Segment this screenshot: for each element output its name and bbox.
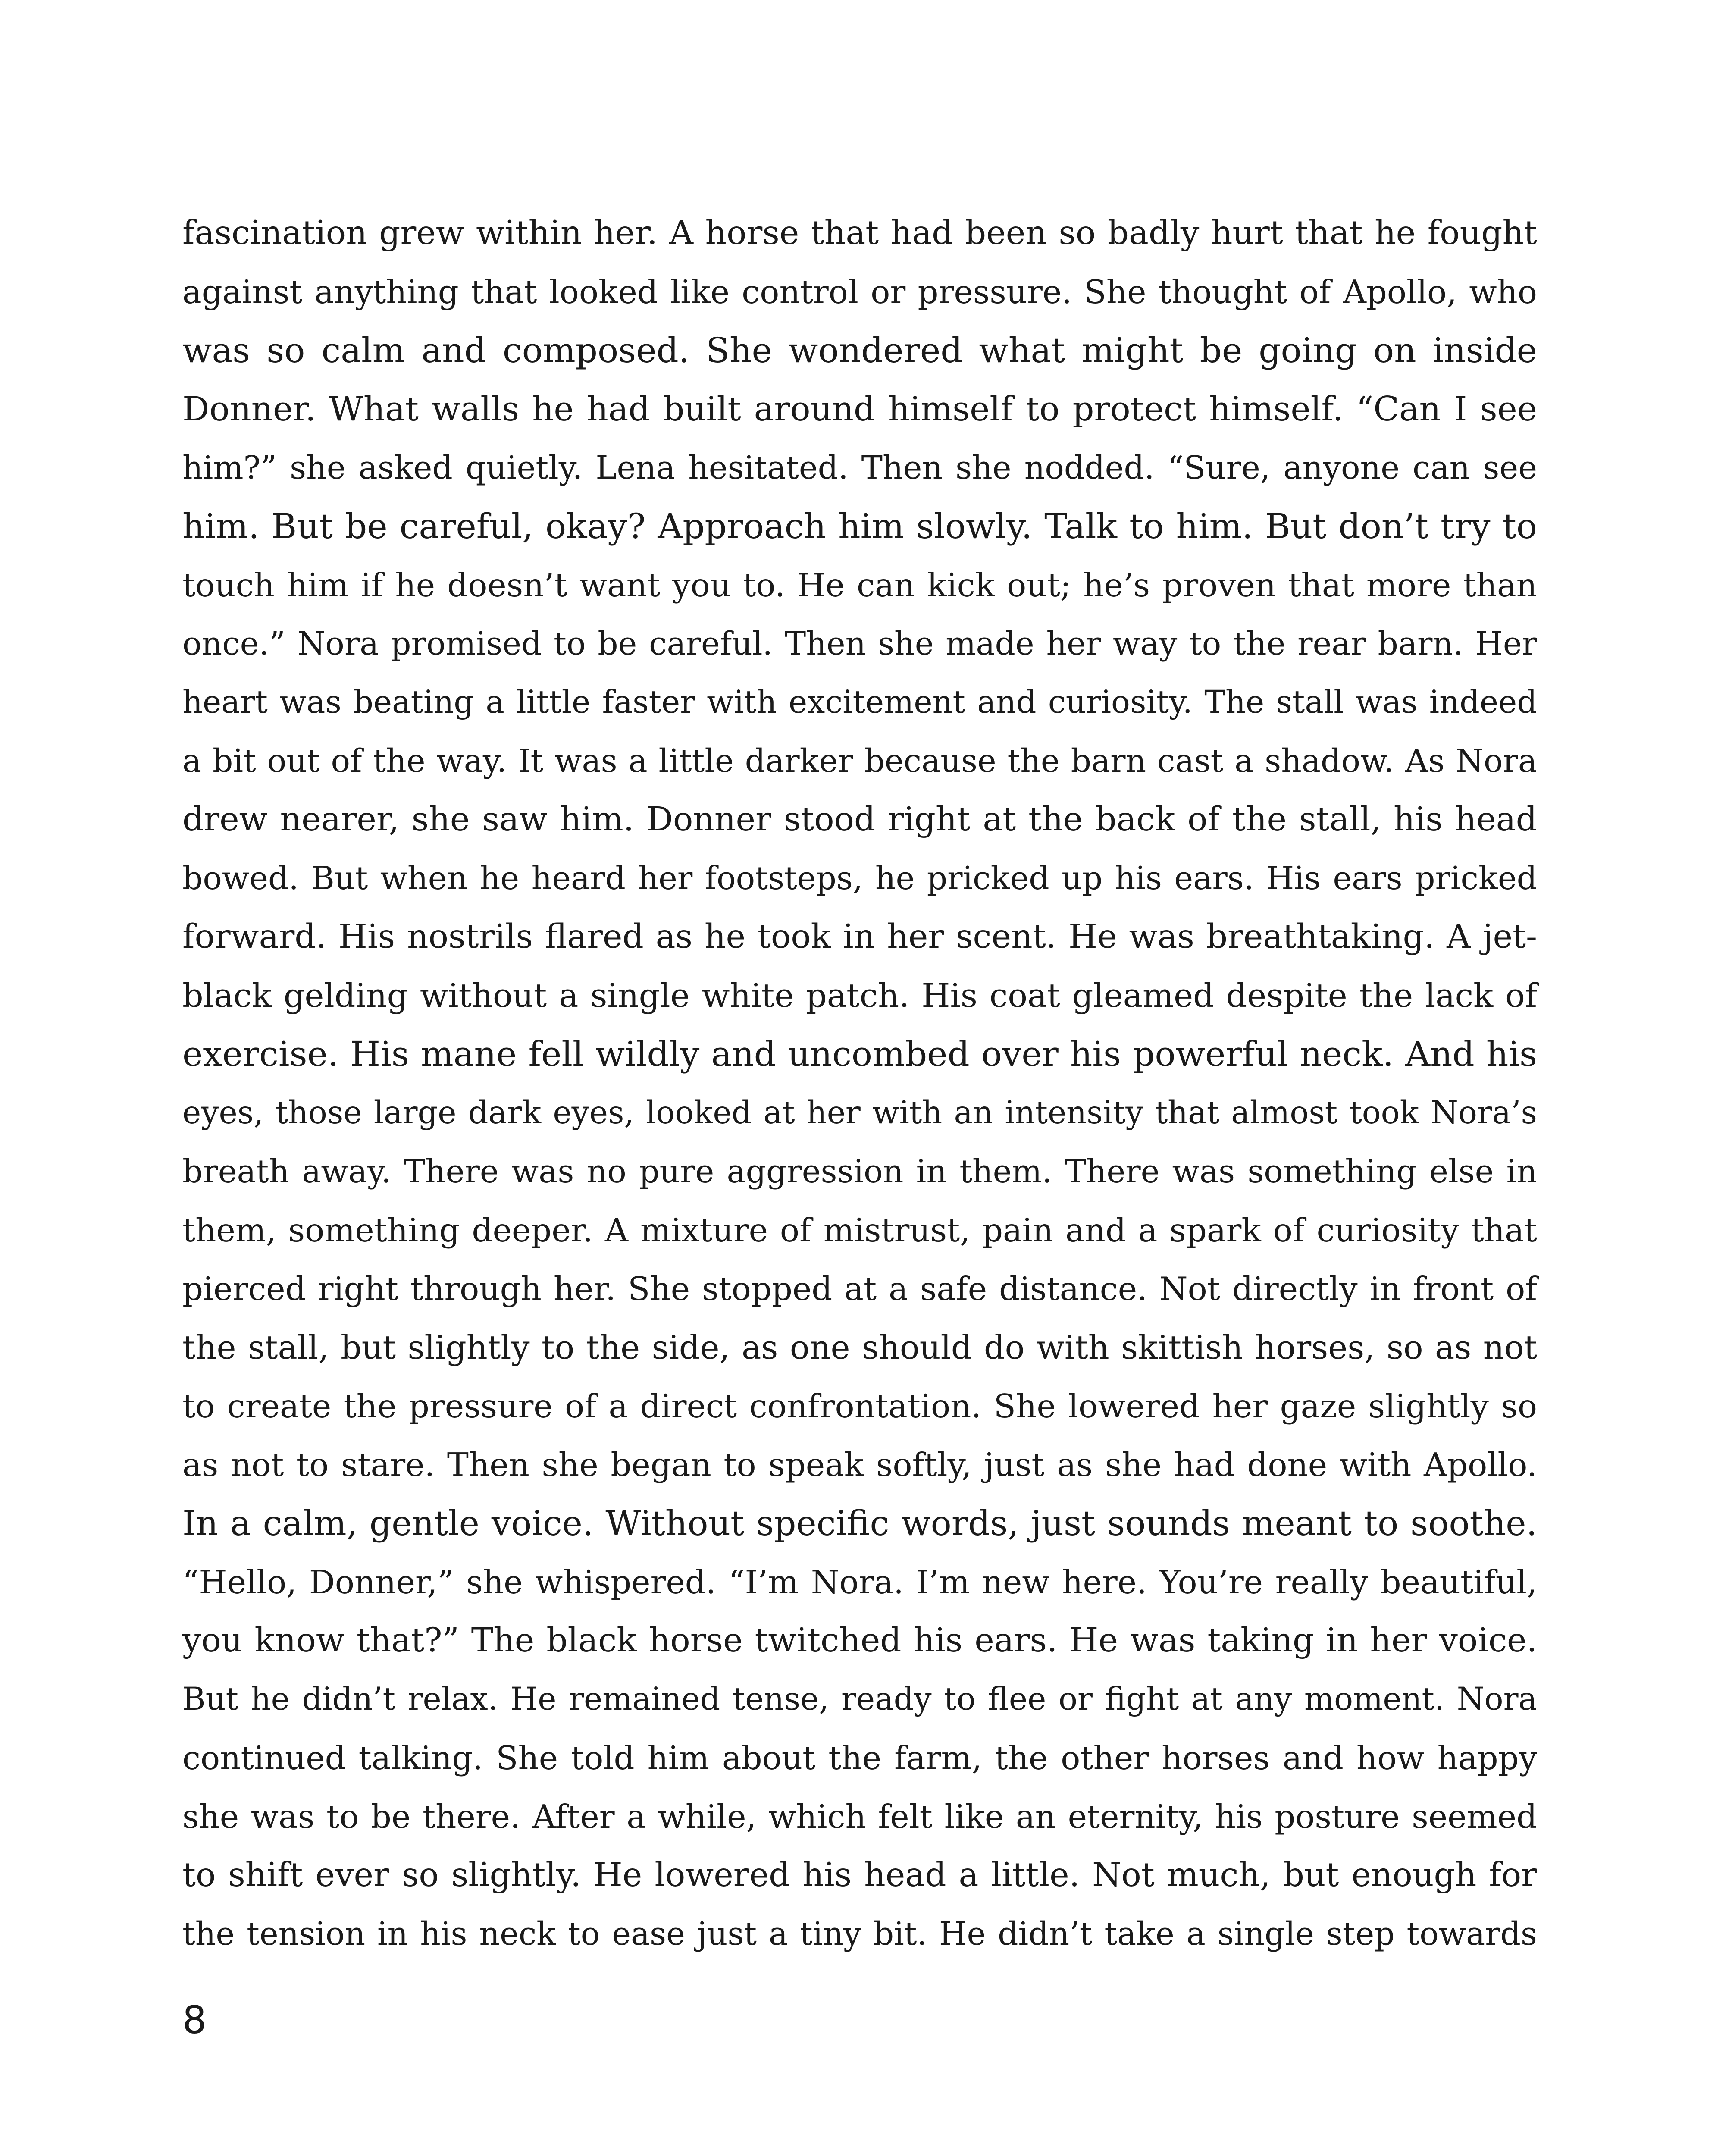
text-line: the stall, but slightly to the side, as one should do with skittish horses, so as not xyxy=(182,1328,1537,1366)
text-line: once.” Nora promised to be careful. Then she made her way to the rear barn. Her xyxy=(182,625,1537,662)
text-line: was so calm and composed. She wondered what might be going on inside xyxy=(182,330,1537,370)
text-line: pierced right through her. She stopped at a safe distance. Not directly in front of xyxy=(182,1270,1537,1308)
text-line: heart was beating a little faster with excitement and curiosity. The stall was indeed xyxy=(182,684,1537,721)
text-line: as not to stare. Then she began to speak softly, just as she had done with Apollo. xyxy=(182,1446,1537,1484)
text-line: black gelding without a single white patch. His coat gleamed despite the lack of xyxy=(182,976,1537,1015)
text-line: Donner. What walls he had built around himself to protect himself. “Can I see xyxy=(182,390,1537,429)
text-line: the tension in his neck to ease just a tiny bit. He didn’t take a single step towards xyxy=(182,1915,1537,1952)
text-line: bowed. But when he heard her footsteps, he pricked up his ears. His ears pricked xyxy=(182,860,1537,897)
text-line: against anything that looked like control or pressure. She thought of Apollo, who xyxy=(182,273,1537,311)
text-line: to create the pressure of a direct confrontation. She lowered her gaze slightly so xyxy=(182,1387,1537,1425)
text-line: In a calm, gentle voice. Without specific words, just sounds meant to soothe. xyxy=(182,1503,1537,1543)
text-line: them, something deeper. A mixture of mistrust, pain and a spark of curiosity that xyxy=(182,1211,1537,1249)
text-line: you know that?” The black horse twitched his ears. He was taking in her voice. xyxy=(182,1621,1537,1660)
text-line: exercise. His mane fell wildly and uncombed over his powerful neck. And his xyxy=(182,1034,1537,1074)
text-line: But he didn’t relax. He remained tense, ready to flee or fight at any moment. Nora xyxy=(182,1681,1537,1717)
text-line: “Hello, Donner,” she whispered. “I’m Nora. I’m new here. You’re really beautiful, xyxy=(182,1563,1537,1601)
text-line: breath away. There was no pure aggression in them. There was something else in xyxy=(182,1153,1537,1190)
body-text xyxy=(182,204,1537,1963)
text-line: a bit out of the way. It was a little darker because the barn cast a shadow. As Nora xyxy=(182,743,1537,780)
text-line: forward. His nostrils flared as he took in her scent. He was breathtaking. A jet- xyxy=(182,918,1537,956)
page-number: 8 xyxy=(182,1998,207,2042)
text-line: to shift ever so slightly. He lowered his head a little. Not much, but enough for xyxy=(182,1856,1537,1894)
text-line: touch him if he doesn’t want you to. He can kick out; he’s proven that more than xyxy=(182,566,1537,604)
text-line: eyes, those large dark eyes, looked at her with an intensity that almost took Nora’s xyxy=(182,1094,1537,1131)
text-line: she was to be there. After a while, which felt like an eternity, his posture seemed xyxy=(182,1798,1537,1836)
text-line: drew nearer, she saw him. Donner stood right at the back of the stall, his head xyxy=(182,800,1537,839)
text-line: fascination grew within her. A horse that had been so badly hurt that he fought xyxy=(182,214,1537,252)
text-line: him?” she asked quietly. Lena hesitated. Then she nodded. “Sure, anyone can see xyxy=(182,449,1537,486)
text-line: him. But be careful, okay? Approach him slowly. Talk to him. But don’t try to xyxy=(182,506,1537,546)
text-line: continued talking. She told him about the farm, the other horses and how happy xyxy=(182,1739,1537,1777)
